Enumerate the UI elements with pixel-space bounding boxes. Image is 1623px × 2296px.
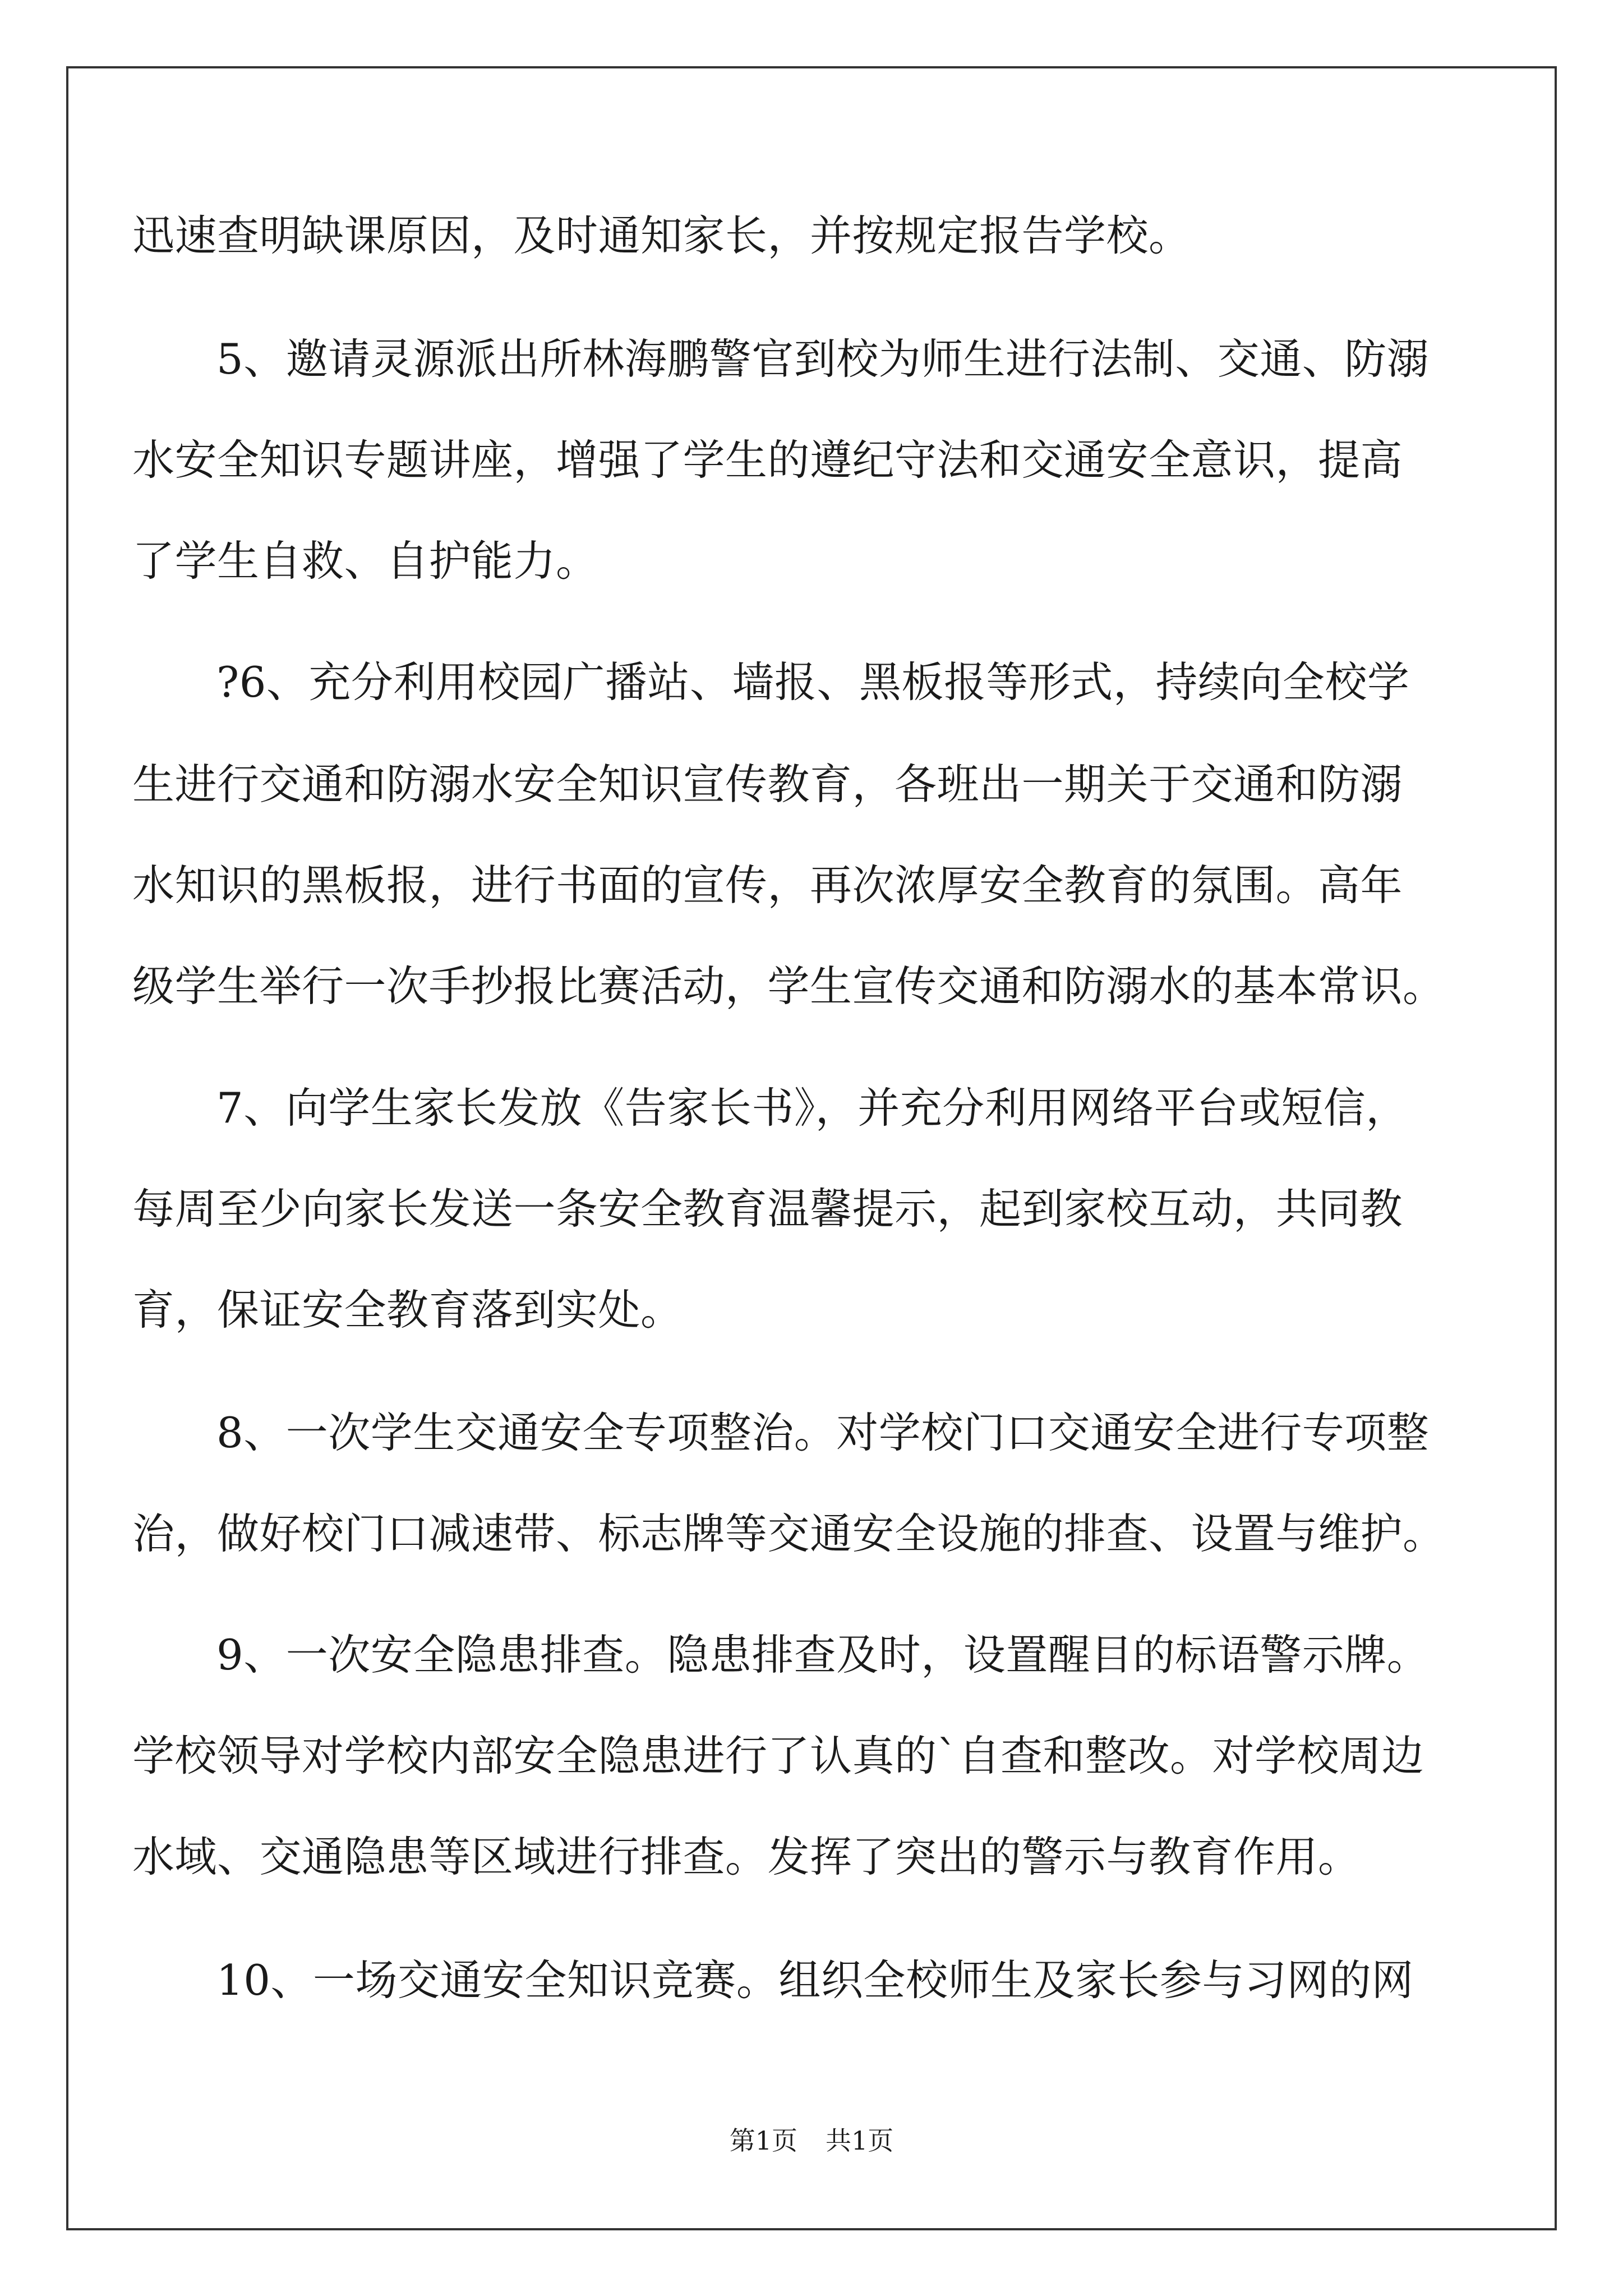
page-number: 第1页: [729, 2125, 797, 2156]
text-line: 迅速查明缺课原因，及时通知家长，并按规定报告学校。: [132, 211, 1191, 260]
text-line: 10、一场交通安全知识竞赛。组织全校师生及家长参与习网的网: [216, 1955, 1414, 2005]
text-line: 水知识的黑板报，进行书面的宣传，再次浓厚安全教育的氛围。高年: [132, 861, 1403, 910]
page-footer: [0, 2125, 1623, 2156]
text-line: 生进行交通和防溺水安全知识宣传教育，各班出一期关于交通和防溺: [132, 760, 1403, 809]
text-line: 水域、交通隐患等区域进行排查。发挥了突出的警示与教育作用。: [132, 1832, 1361, 1881]
text-line: 育，保证安全教育落到实处。: [132, 1285, 683, 1335]
text-line: 7、向学生家长发放《告家长书》，并充分利用网络平台或短信，: [216, 1083, 1408, 1133]
text-line: 学校领导对学校内部安全隐患进行了认真的`自查和整改。对学校周边: [132, 1731, 1424, 1780]
text-line: 5、邀请灵源派出所林海鹏警官到校为师生进行法制、交通、防溺: [216, 334, 1430, 384]
page-border: [66, 66, 1557, 2230]
text-line: 9、一次安全隐患排查。隐患排查及时，设置醒目的标语警示牌。: [216, 1630, 1430, 1680]
text-line: 治，做好校门口减速带、标志牌等交通安全设施的排查、设置与维护。: [132, 1509, 1445, 1558]
text-line: 8、一次学生交通安全专项整治。对学校门口交通安全进行专项整: [216, 1408, 1430, 1457]
text-line: 了学生自救、自护能力。: [132, 536, 598, 586]
text-line: ?6、充分利用校园广播站、墙报、黑板报等形式，持续向全校学: [216, 657, 1410, 707]
page-total: 共1页: [826, 2125, 894, 2156]
text-line: 水安全知识专题讲座，增强了学生的遵纪守法和交通安全意识，提高: [132, 435, 1403, 485]
text-line: 每周至少向家长发送一条安全教育温馨提示，起到家校互动，共同教: [132, 1184, 1403, 1234]
text-line: 级学生举行一次手抄报比赛活动，学生宣传交通和防溺水的基本常识。: [132, 961, 1445, 1011]
